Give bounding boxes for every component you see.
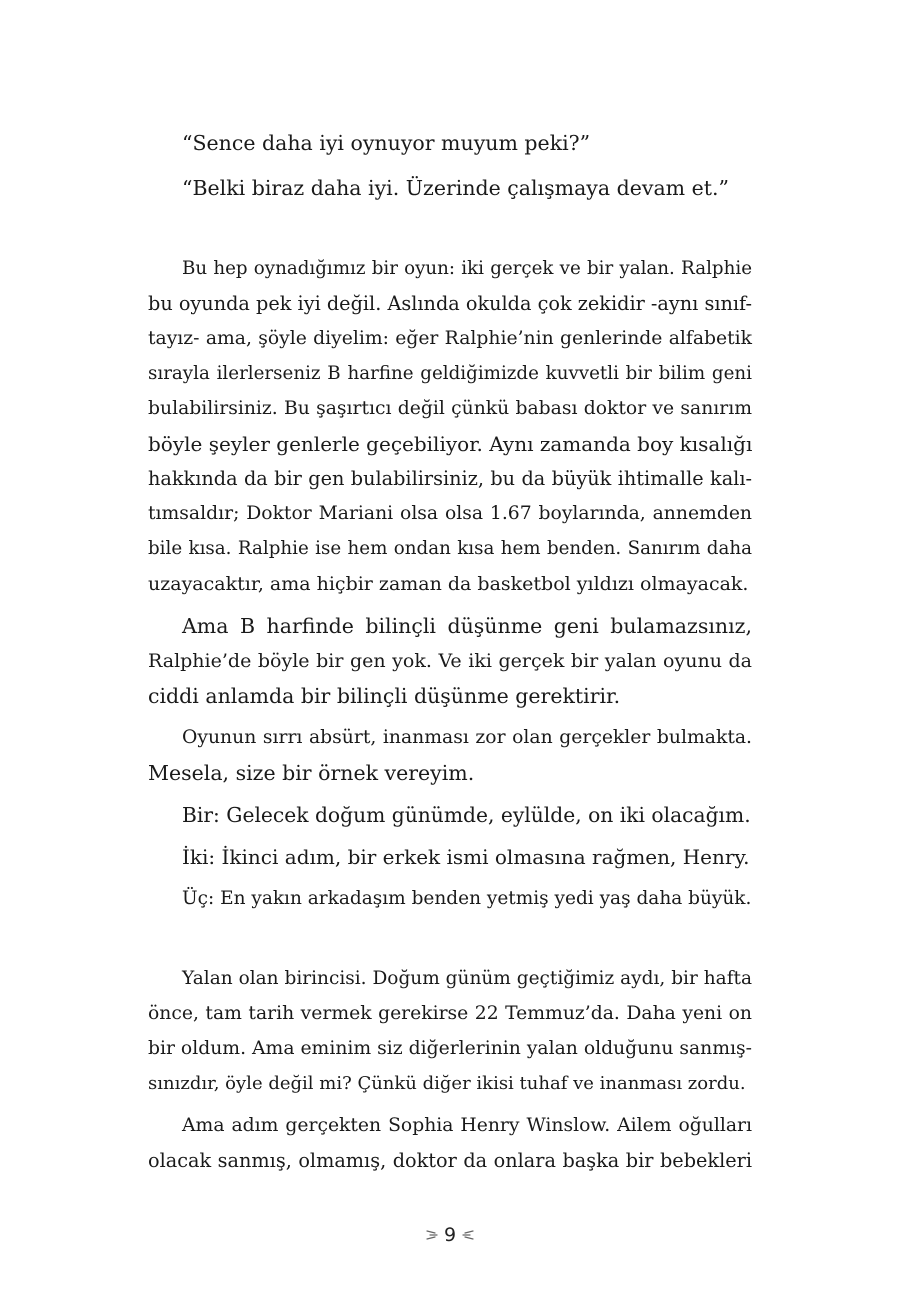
paragraph-line: bulabilirsiniz. Bu şaşırtıcı değil çünkü babası doktor ve sanırım	[148, 398, 752, 419]
page-number: 9	[443, 1224, 457, 1246]
paragraph-line: Bu hep oynadığımız bir oyun: iki gerçek ve bir yalan. Ralphie	[182, 258, 752, 279]
dialogue-line: “Belki biraz daha iyi. Üzerinde çalışmaya devam et.”	[182, 176, 729, 200]
paragraph-line: ciddi anlamda bir bilinçli düşünme gerektirir.	[148, 684, 621, 708]
paragraph-line: Mesela, size bir örnek vereyim.	[148, 761, 475, 785]
paragraph-line: olacak sanmış, olmamış, doktor da onlara başka bir bebekleri	[148, 1149, 752, 1172]
paragraph-line: Ralphie’de böyle bir gen yok. Ve iki gerçek bir yalan oyunu da	[148, 650, 752, 672]
paragraph-line: tayız- ama, şöyle diyelim: eğer Ralphie’nin genlerinde alfabetik	[148, 328, 752, 349]
dialogue-line: “Sence daha iyi oynuyor muyum peki?”	[182, 131, 591, 155]
paragraph-line: Yalan olan birincisi. Doğum günüm geçtiğimiz aydı, bir hafta	[182, 968, 752, 989]
paragraph-line: böyle şeyler genlerle geçebiliyor. Aynı zamanda boy kısalığı	[148, 432, 753, 456]
paragraph-line: hakkında da bir gen bulabilirsiniz, bu da büyük ihtimalle kalı-	[148, 467, 752, 490]
paragraph-line: sırayla ilerlerseniz B harfine geldiğimizde kuvvetli bir bilim geni	[148, 363, 752, 384]
paragraph-line: bir oldum. Ama eminim siz diğerlerinin yalan olduğunu sanmış-	[148, 1038, 752, 1059]
list-item: Üç: En yakın arkadaşım benden yetmiş yedi yaş daha büyük.	[182, 888, 752, 909]
paragraph-line: bile kısa. Ralphie ise hem ondan kısa hem benden. Sanırım daha	[148, 538, 752, 559]
list-item: Bir: Gelecek doğum günümde, eylülde, on iki olacağım.	[182, 803, 751, 827]
paragraph-line: sınızdır, öyle değil mi? Çünkü diğer ikisi tuhaf ve inanması zordu.	[148, 1073, 746, 1094]
paragraph-line: tımsaldır; Doktor Mariani olsa olsa 1.67 boylarında, annemden	[148, 503, 752, 524]
paragraph-line: önce, tam tarih vermek gerekirse 22 Temmuz’da. Daha yeni on	[148, 1003, 752, 1024]
paragraph-line: bu oyunda pek iyi değil. Aslında okulda çok zekidir -aynı sınıf-	[148, 292, 752, 315]
list-item: İki: İkinci adım, bir erkek ismi olmasına rağmen, Henry.	[182, 845, 750, 869]
paragraph-line: Oyunun sırrı absürt, inanması zor olan gerçekler bulmakta.	[182, 727, 752, 748]
right-ornament-icon	[462, 1228, 474, 1242]
left-ornament-icon	[426, 1228, 438, 1242]
page-footer	[148, 1220, 752, 1250]
paragraph-line: Ama adım gerçekten Sophia Henry Winslow. Ailem oğulları	[182, 1115, 752, 1136]
paragraph-line: uzayacaktır, ama hiçbir zaman da basketbol yıldızı olmayacak.	[148, 573, 749, 595]
paragraph-line: Ama B harfinde bilinçli düşünme geni bulamazsınız,	[182, 614, 752, 638]
book-page	[148, 0, 752, 1300]
